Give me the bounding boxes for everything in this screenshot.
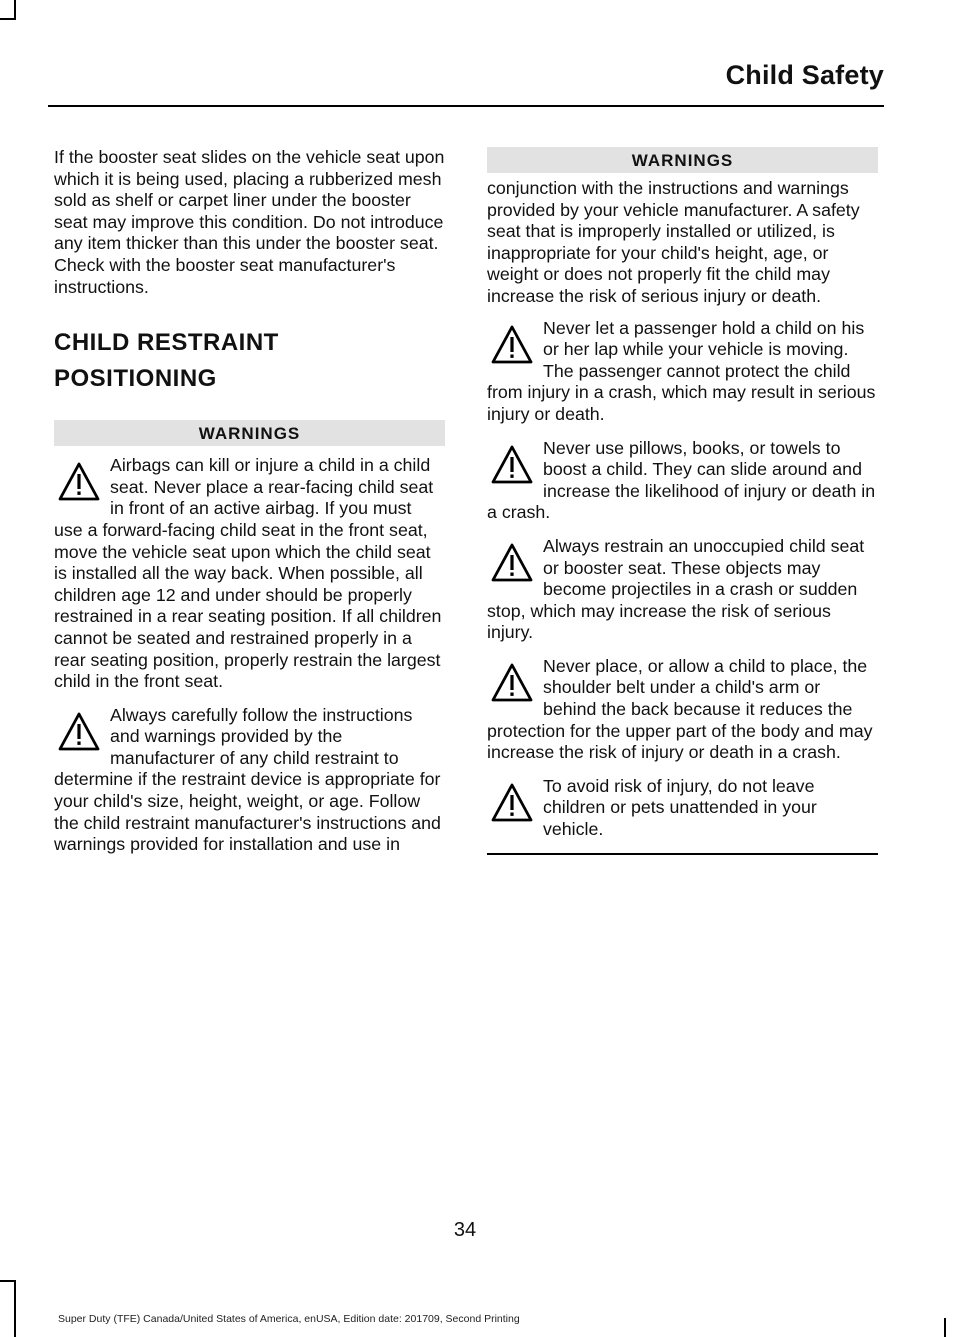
warning-text: Always carefully follow the instructions and warnings provided by the manufacturer of any child restraint to determine if the restraint device is appropriate for your child's size, height, weight, or age. Follow the child restraint manufacturer's instructions and warnings provided for installation and use in xyxy=(54,704,441,855)
warning-triangle-icon xyxy=(487,658,537,708)
section-title-line2: POSITIONING xyxy=(54,365,217,393)
warning-text: Always restrain an unoccupied child seat or booster seat. These objects may become projectiles in a crash or sudden stop, which may increase the risk of serious injury. xyxy=(487,535,865,643)
warnings-header: WARNINGS xyxy=(54,420,445,446)
warning-item xyxy=(487,656,878,764)
warning-item xyxy=(54,455,445,693)
warning-continuation: conjunction with the instructions and warnings provided by your vehicle manufacturer. A safety seat that is improperly installed or utilized, is inappropriate for your child's height, age, or weight or does not properly fit the child may increase the risk of serious injury or death. xyxy=(487,178,860,306)
warnings-header: WARNINGS xyxy=(487,147,878,173)
warning-item xyxy=(487,536,878,644)
right-column xyxy=(487,147,878,855)
section-title-line1: CHILD RESTRAINT xyxy=(54,329,279,357)
page-number: 34 xyxy=(453,1219,477,1241)
left-column xyxy=(54,147,445,856)
warning-item xyxy=(487,318,878,426)
warning-triangle-icon xyxy=(487,440,537,490)
crop-mark xyxy=(14,0,16,20)
warning-text: Airbags can kill or injure a child in a child seat. Never place a rear-facing child seat in front of an active airbag. If you must use a forward-facing child seat in the front seat, move the vehicle seat upon which the child seat is installed all the way back. When possible, all children age 12 and under should be properly restrained in a rear seating position. If all children cannot be seated and restrained properly in a rear seating position, properly restrain the largest child in the front seat. xyxy=(54,455,442,692)
warning-triangle-icon xyxy=(487,778,537,828)
crop-mark xyxy=(14,1280,16,1337)
warning-text: Never let a passenger hold a child on his or her lap while your vehicle is moving. The passenger cannot protect the child from injury in a crash, which may result in serious injury or death. xyxy=(487,317,876,424)
crop-mark xyxy=(944,1318,946,1337)
intro-paragraph: If the booster seat slides on the vehicle seat upon which it is being used, placing a rubberized mesh sold as shelf or carpet liner under the booster seat may improve this condition. Do not introduce any item thicker than this under the booster seat. Check with the booster seat manufacturer's instructions. xyxy=(54,147,445,297)
warning-triangle-icon xyxy=(54,457,104,507)
warning-triangle-icon xyxy=(487,538,537,588)
warning-item xyxy=(487,776,878,841)
warning-item xyxy=(487,438,878,524)
section-title xyxy=(54,328,445,393)
crop-mark xyxy=(0,1280,16,1282)
warning-text: Never place, or allow a child to place, the shoulder belt under a child's arm or behind the back because it reduces the protection for the upper part of the body and may increase the risk of injury or death in a crash. xyxy=(487,655,873,763)
header-rule xyxy=(48,105,884,107)
warning-triangle-icon xyxy=(487,320,537,370)
warnings-end-rule xyxy=(487,853,878,855)
page-title: Child Safety xyxy=(725,60,884,90)
warning-text: Never use pillows, books, or towels to boost a child. They can slide around and increase the likelihood of injury or death in a crash. xyxy=(487,437,876,523)
footer-edition-text: Super Duty (TFE) Canada/United States of America, enUSA, Edition date: 201709, Second Printing xyxy=(58,1313,520,1325)
warning-item xyxy=(54,705,445,856)
warning-text: To avoid risk of injury, do not leave children or pets unattended in your vehicle. xyxy=(543,775,817,840)
warning-triangle-icon xyxy=(54,707,104,757)
crop-mark xyxy=(0,18,16,20)
